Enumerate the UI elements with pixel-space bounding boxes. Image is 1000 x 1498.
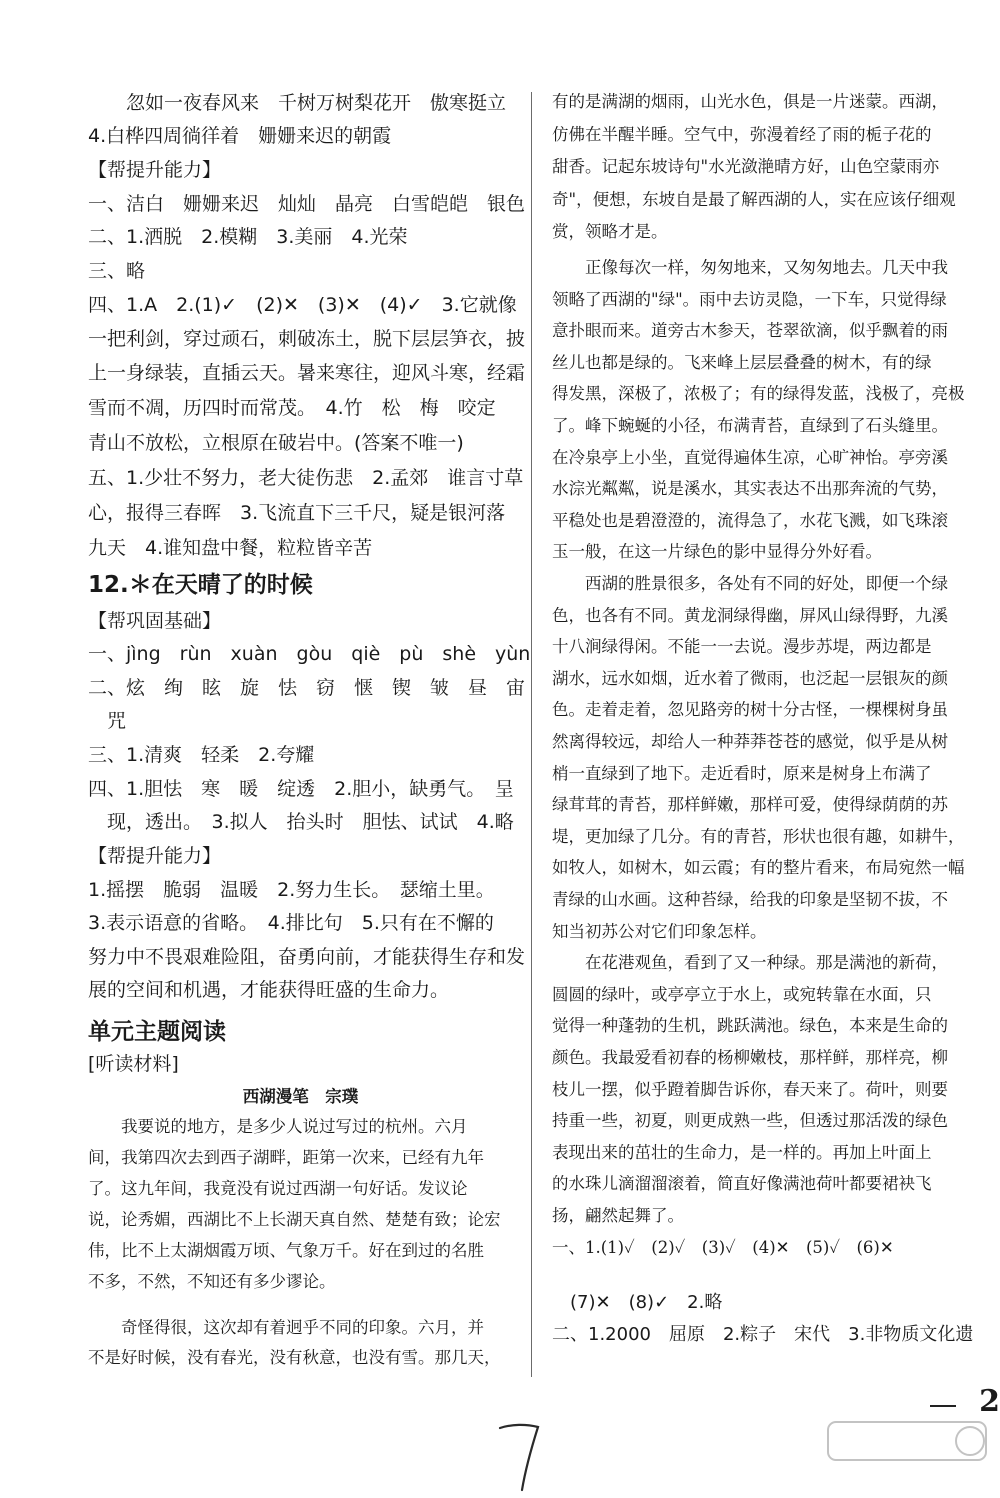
right-text-line: 得发黑，深极了，浓极了；有的绿得发蓝，浅极了，亮极 [552,384,965,404]
page-number-dash [930,1405,956,1407]
left-text-line: 展的空间和机遇，才能获得旺盛的生命力。 [88,979,450,1001]
right-text-line: 堤，更加绿了几分。有的青苔，形状也很有趣，如耕牛， [552,826,965,846]
right-text-line: 在花港观鱼，看到了又一种绿。那是满池的新荷， [552,953,948,973]
right-text-line: 色，也各有不同。黄龙洞绿得幽，屏风山绿得野，九溪 [552,605,948,625]
left-text-line: 心，报得三春晖 3.飞流直下三千尺，疑是银河落 [88,502,506,524]
left-text-line: 九天 4.谁知盘中餐，粒粒皆辛苦 [88,537,373,559]
left-text-line: 【帮提升能力】 [88,845,222,867]
left-text-line: 三、略 [88,260,146,282]
left-text-line: 上一身绿装，直插云天。暑来寒往，迎风斗寒，经霜 [88,362,526,384]
left-text-line: 四、1.胆怯 寒 暖 绽透 2.胆小，缺勇气。 呈 [88,778,514,800]
right-text-line: 颜色。我最爱看初春的杨柳嫩枝，那样鲜，那样亮，柳 [552,1048,948,1067]
answer-line: (7)✕ (8)✓ 2.略 [552,1292,723,1313]
left-text-line: 咒 [88,710,127,732]
right-text-line: 水淙光粼粼，说是溪水，其实表达不出那奔流的气势， [552,479,948,499]
left-text-line: 说，论秀媚，西湖比不上长湖天真自然、楚楚有致；论宏 [88,1210,501,1229]
left-text-line: 奇怪得很，这次却有着迥乎不同的印象。六月，并 [88,1318,484,1337]
right-text-line: 甜香。记起东坡诗句"水光潋滟晴方好，山色空蒙雨亦 [552,157,940,176]
left-text-line: 我要说的地方，是多少人说过写过的杭州。六月 [88,1117,468,1136]
left-text-line: 青山不放松，立根原在破岩中。(答案不唯一) [88,432,464,454]
left-text-line: 了。这九年间，我竟没有说过西湖一句好话。发议论 [88,1179,468,1198]
left-text-line: 间，我第四次去到西子湖畔，距第一次来，已经有九年 [88,1148,484,1167]
right-text-line: 意扑眼而来。道旁古木参天，苍翠欲滴，似乎飘着的雨 [552,321,948,341]
right-text-line: 领略了西湖的"绿"。雨中去访灵隐，一下车，只觉得绿 [552,289,947,309]
right-text-line: 知当初苏公对它们印象怎样。 [552,921,767,941]
right-text-line: 青绿的山水画。这种苔绿，给我的印象是坚韧不拔，不 [552,890,948,909]
right-text-line: 正像每次一样，匆匆地来，又匆匆地去。几天中我 [552,258,948,277]
left-text-line: 4.白桦四周徜徉着 姗姗来迟的朝霞 [88,125,392,147]
page-number: 2 [979,1384,1000,1419]
right-text-line: 枝儿一摆，似乎蹬着脚告诉你，春天来了。荷叶，则要 [552,1079,948,1099]
left-text-line: 1.摇摆 脆弱 温暖 2.努力生长。 瑟缩土里。 [88,879,495,901]
right-text-line: 表现出来的茁壮的生命力，是一样的。再加上叶面上 [552,1142,932,1162]
left-text-line: [听读材料] [88,1053,179,1075]
right-text-line: 丝儿也都是绿的。飞来峰上层层叠叠的树木，有的绿 [552,352,932,372]
left-text-line: 3.表示语意的省略。 4.排比句 5.只有在不懈的 [88,912,494,934]
left-text-line: 努力中不畏艰难险阻，奋勇向前，才能获得生存和发 [88,946,526,968]
right-text-line: 持重一些，初夏，则更成熟一些，但透过那活泼的绿色 [552,1111,948,1131]
right-text-line: 梢一直绿到了地下。走近看时，原来是树身上布满了 [552,763,932,783]
left-text-line: 三、1.清爽 轻柔 2.夸耀 [88,744,315,766]
right-text-line: 然离得较远，却给人一种莽莽苍苍的感觉，似乎是从树 [552,732,948,751]
left-text-line: 现，透出。 3.拟人 抬头时 胆怯、试试 4.略 [88,811,514,833]
right-text-line: 觉得一种蓬勃的生机，跳跃满池。绿色，本来是生命的 [552,1016,948,1036]
right-text-line: 玉一般，在这一片绿色的影中显得分外好看。 [552,542,882,562]
right-text-line: 西湖的胜景很多，各处有不同的好处，即便一个绿 [552,574,948,593]
right-text-line: 扬，翩然起舞了。 [552,1206,684,1225]
right-text-line: 的水珠儿滴溜溜滚着，简直好像满池荷叶都要裙袂飞 [552,1174,932,1194]
section-heading: 12.＊在天晴了的时候 [88,572,313,598]
column-divider [531,92,532,1377]
left-text-line: 雪而不凋，历四时而常茂。 4.竹 松 梅 咬定 [88,397,496,419]
right-text-line: 如牧人，如树木，如云霞；有的整片看来，布局宛然一幅 [552,858,965,878]
right-text-line: 奇"，便想，东坡自是最了解西湖的人，实在应该仔细观 [552,189,956,209]
left-text-line: 二、炫 绚 眩 旋 怯 窃 惬 锲 皱 昼 宙 [88,677,526,699]
right-text-line: 湖水，远水如烟，近水着了微雨，也泛起一层银灰的颜 [552,668,948,688]
left-text-line: 五、1.少壮不努力，老大徒伤悲 2.孟郊 谁言寸草 [88,467,524,489]
left-text-line: 一、洁白 姗姗来迟 灿灿 晶亮 白雪皑皑 银色 [88,193,526,215]
watermark-logo [820,1418,995,1494]
left-text-line: 四、1.A 2.(1)✓ (2)✕ (3)✕ (4)✓ 3.它就像 [88,294,517,316]
right-text-line: 有的是满湖的烟雨，山光水色，俱是一片迷蒙。西湖， [552,92,948,111]
left-text-line: 二、1.洒脱 2.模糊 3.美丽 4.光荣 [88,226,408,248]
right-text-line: 平稳处也是碧澄澄的，流得急了，水花飞溅，如飞珠滚 [552,510,948,530]
right-text-line: 一、1.(1)✓ (2)✓ (3)✓ (4)✕ (5)✓ (6)✕ [552,1237,894,1257]
right-text-line: 仿佛在半醒半睡。空气中，弥漫着经了雨的栀子花的 [552,124,932,144]
right-text-line: 圆圆的绿叶，或亭亭立于水上，或宛转靠在水面，只 [552,984,932,1004]
left-text-line: 一把利剑，穿过顽石，刺破冻土，脱下层层笋衣，披 [88,328,526,350]
right-text-line: 了。峰下蜿蜒的小径，布满青苔，直绿到了石头缝里。 [552,416,948,435]
answer-line: 二、1.2000 屈原 2.粽子 宋代 3.非物质文化遗 [552,1324,974,1345]
handwritten-seven-mark [494,1418,544,1493]
left-text-line: 不多，不然，不知还有多少谬论。 [88,1272,336,1291]
right-text-line: 色。走着走着，忽见路旁的树十分古怪，一棵棵树身虽 [552,700,948,720]
left-text-line: 伟，比不上太湖烟霞万顷、气象万千。好在到过的名胜 [88,1241,484,1260]
section-heading: 单元主题阅读 [88,1019,226,1045]
right-text-line: 在冷泉亭上小坐，直觉得遍体生凉，心旷神怡。亭旁溪 [552,447,948,467]
right-text-line: 绿茸茸的青苔，那样鲜嫩，那样可爱，使得绿荫荫的苏 [552,795,948,815]
left-text-line: 一、jìng rùn xuàn gòu qiè pù shè yùn [88,643,531,665]
left-text-line: 不是好时候，没有春光，没有秋意，也没有雪。那几天， [88,1348,501,1367]
right-text-line: 赏，领略才是。 [552,222,668,241]
left-text-line: 忽如一夜春风来 千树万树梨花开 傲寒挺立 [88,92,507,114]
article-title: 西湖漫笔 宗璞 [242,1087,359,1106]
right-text-line: 十八涧绿得闲。不能一一去说。漫步苏堤，两边都是 [552,637,932,657]
left-text-line: 【帮巩固基础】 [88,610,222,632]
left-text-line: 【帮提升能力】 [88,159,222,181]
